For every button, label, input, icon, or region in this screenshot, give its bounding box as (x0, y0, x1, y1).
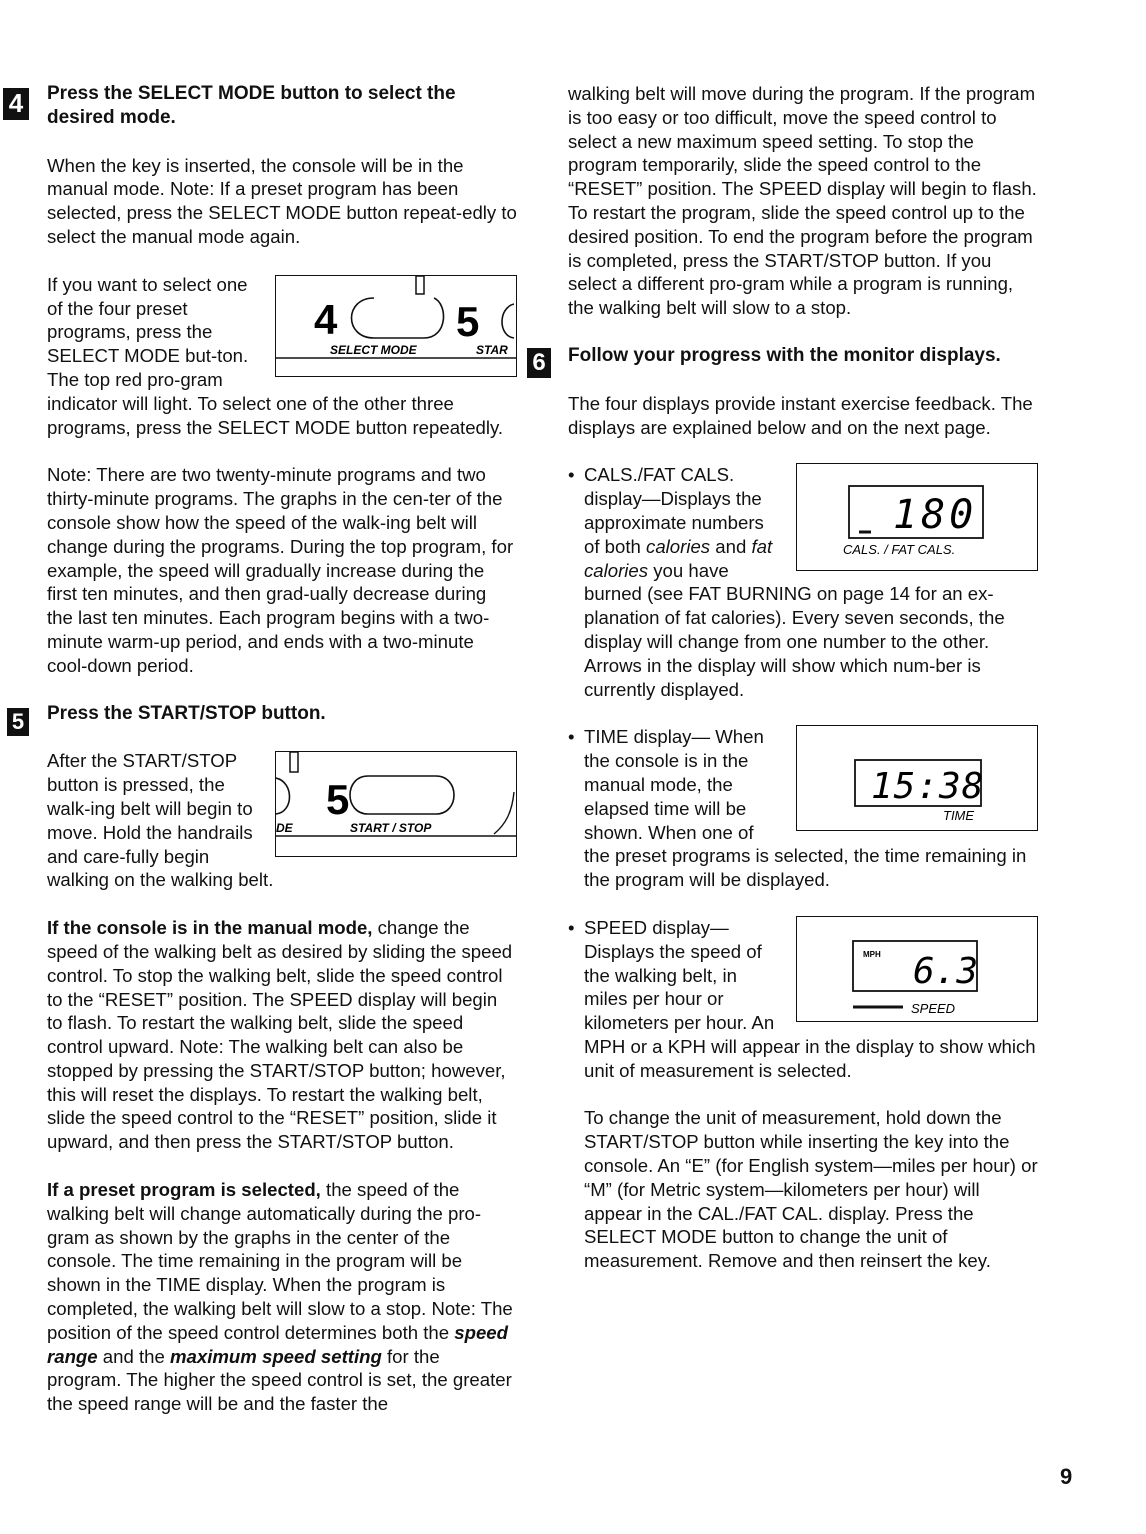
max-speed-term: maximum speed setting (170, 1345, 382, 1367)
start-stop-illustration (275, 751, 517, 857)
step-5-manual-paragraph (47, 916, 517, 1154)
cals-text-2: and (710, 535, 752, 557)
select-mode-label: SELECT MODE (330, 342, 417, 357)
manual-mode-lead: If the console is in the manual mode, (47, 917, 373, 939)
right-column (532, 82, 1038, 1297)
start-stop-console-graphic (276, 752, 516, 856)
preset-text-1: the speed of the walking belt will change automatically during the pro-gram as shown by the graphs in the center of the console. The time remaining in the program will be shown in the TIME display. When the program is completed, the walking belt will slow to a stop. Note: The position of the speed control determines both the (47, 1179, 513, 1343)
speed-label: SPEED (911, 1000, 956, 1016)
step-6-title: Follow your progress with the monitor displays. (568, 344, 1001, 366)
bullet-dot: • (568, 916, 575, 938)
preset-lead: If a preset program is selected, (47, 1179, 321, 1201)
preset-text-2: and the (97, 1345, 171, 1367)
select-mode-number-5: 5 (456, 297, 480, 345)
step-4-paragraph-1: When the key is inserted, the console will be in the manual mode. Note: If a preset program has been selected, press the SELECT MODE button repeat-edly to select the manual mode again. (47, 154, 517, 247)
step-5-number: 5 (7, 708, 29, 736)
select-mode-label-partial: DE (276, 821, 293, 836)
step-4-number: 4 (3, 88, 29, 120)
unit-of-measurement-paragraph: To change the unit of measurement, hold down the START/STOP button while inserting the key into the console. An “E” (for English system—miles per hour) or “M” (for Metric system—kilometers per hour) will appear in the CAL./FAT CAL. display. Press the SELECT MODE button to change the unit of measurement. Remove and then reinsert the key. (584, 1107, 1038, 1272)
bullet-dot: • (568, 726, 575, 748)
left-column (8, 82, 517, 1416)
cals-bullet (568, 463, 1038, 701)
time-display-illustration (796, 725, 1038, 831)
speed-lcd-graphic (797, 917, 1037, 1021)
step-5-title: Press the START/STOP button. (47, 702, 326, 724)
step-4-title: Press the SELECT MODE button to select the desired mode. (47, 83, 456, 128)
step-4-paragraph-2: If you want to select one of the four preset programs, press the SELECT MODE but-ton. The top red pro-gram indicator will light. To select one of the other three programs, press the SELECT MODE button repeatedly. (47, 273, 504, 438)
speed-unit: MPH (863, 949, 881, 959)
cals-text-1: CALS./FAT CALS. display—Displays the approximate numbers of both (584, 464, 764, 557)
manual-mode-text: change the speed of the walking belt as desired by sliding the speed control. To stop the walking belt, slide the speed control to the “RESET” position. The SPEED display will begin to flash. To restart the walking belt, slide the speed control upward. Note: The walking belt can also be stopped by pressing the START/STOP button; however, this will reset the displays. To restart the walking belt, slide the speed control to the “RESET” position, slide it upward, and then press the START/STOP button. (47, 917, 513, 1153)
start-stop-label: START / STOP (350, 821, 432, 836)
time-digits: 15:38 (871, 766, 985, 808)
bullet-dot: • (568, 464, 575, 486)
cals-digits: 180 (893, 492, 978, 539)
cals-display-illustration (796, 463, 1038, 571)
speed-range-term: speed range (47, 1321, 509, 1367)
step-5-header (11, 702, 517, 734)
cals-fat-calories-term: fat calories (584, 535, 773, 581)
speed-digits: 6.3 (913, 950, 979, 992)
step-6-number: 6 (527, 348, 551, 378)
step-4-header (8, 82, 517, 130)
right-intro-paragraph: walking belt will move during the program. If the program is too easy or too difficult, move the speed control to select a new maximum speed setting. To stop the program temporarily, slide the speed control to the “RESET” position. The SPEED display will begin to flash. To restart the program, slide the speed control up to the desired position. To end the program before the program is completed, press the START/STOP button. If you select a different pro-gram while a program is running, the walking belt will slow to a stop. (568, 83, 1037, 319)
step-5-paragraph-1: After the START/STOP button is pressed, the walk-ing belt will begin to move. Hold the handrails and care-fully begin walking on the walking belt. (47, 750, 274, 891)
start-stop-number-5: 5 (326, 776, 350, 824)
step-6-intro: The four displays provide instant exercise feedback. The displays are explained below and on the next page. (568, 392, 1033, 438)
step-6-header (532, 344, 1038, 377)
time-label: TIME (943, 808, 975, 824)
time-text: TIME display— When the console is in the manual mode, the elapsed time will be shown. When one of the preset programs is selected, the time remaining in the program will be displayed. (584, 726, 1027, 891)
cals-calories-term: calories (646, 535, 711, 557)
select-mode-illustration (275, 275, 517, 377)
step-5-preset-paragraph (47, 1178, 517, 1416)
time-lcd-graphic (797, 726, 1037, 830)
time-bullet (568, 725, 1038, 892)
start-label-partial: STAR (476, 342, 508, 357)
speed-display-illustration (796, 916, 1038, 1022)
page-number: 9 (1060, 1464, 1073, 1489)
select-mode-console-graphic (276, 276, 516, 376)
step-4-paragraph-3: Note: There are two twenty-minute programs and two thirty-minute programs. The graphs in the cen-ter of the console show how the speed of the walk-ing belt will change during the programs. During the top program, for example, the speed will gradually increase during the first ten minutes, and then grad-ually decrease during the last ten minutes. Each program begins with a two-minute warm-up period, and ends with a two-minute cool-down period. (47, 464, 514, 676)
cals-label: CALS. / FAT CALS. (843, 542, 956, 558)
select-mode-number-4: 4 (314, 295, 338, 343)
preset-text-3: for the program. The higher the speed control is set, the greater the speed range will be and the faster the (47, 1345, 512, 1415)
speed-bullet (568, 916, 1038, 1083)
speed-text: SPEED display— Displays the speed of the walking belt, in miles per hour or kilometers per hour. An MPH or a KPH will appear in the display to show which unit of measurement is selected. (584, 916, 1036, 1081)
cals-text-3: you have burned (see FAT BURNING on page 14 for an ex-planation of fat calories). Every seven seconds, the display will change from one number to the other. Arrows in the display will show which num-ber is currently displayed. (584, 559, 1005, 700)
cals-lcd-graphic (797, 464, 1037, 570)
